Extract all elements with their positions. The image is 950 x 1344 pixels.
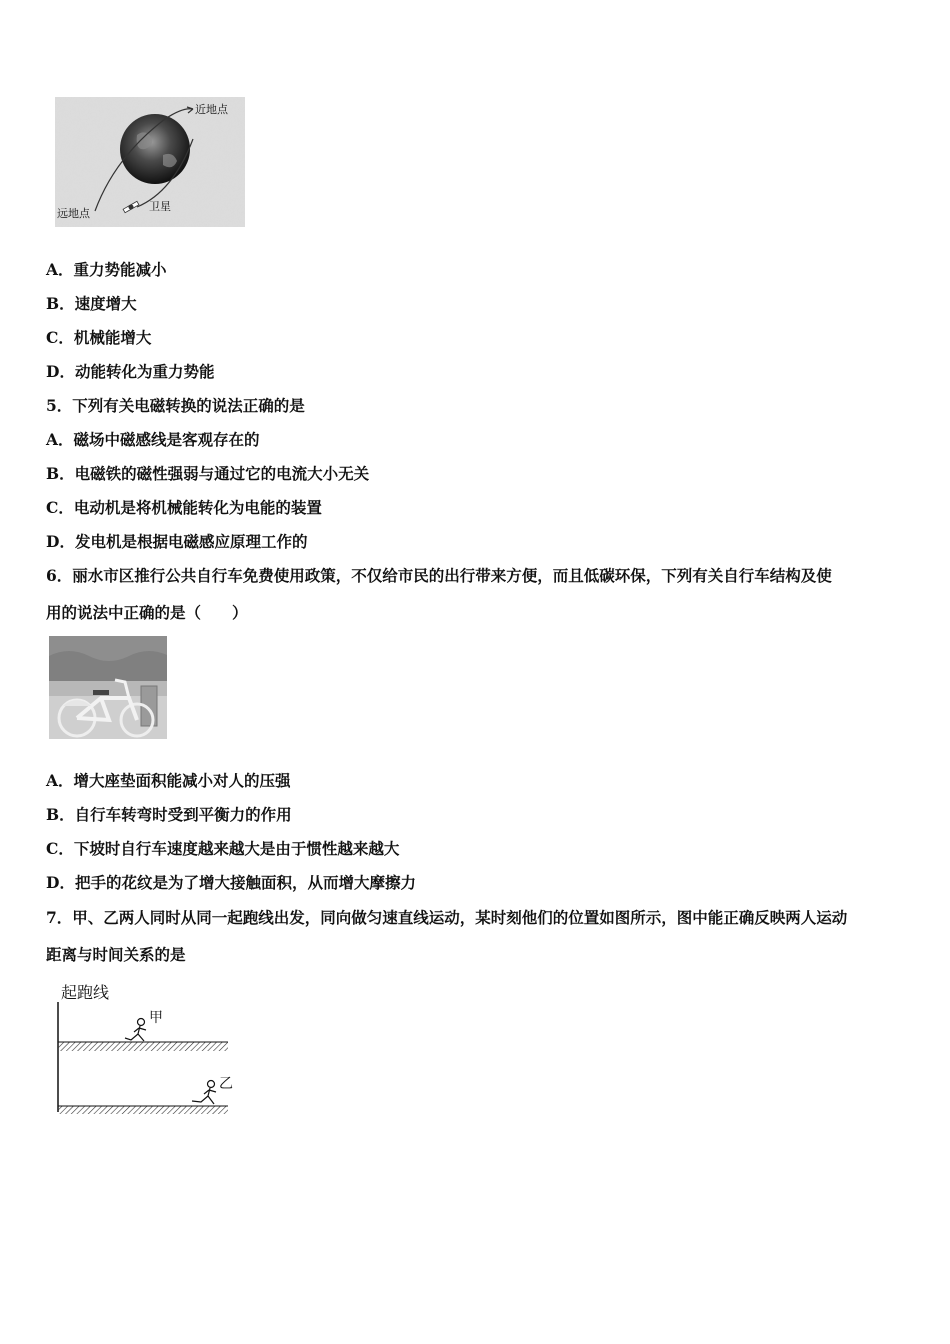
running-track-diagram: [52, 980, 242, 1120]
runner-jia-icon: [125, 1019, 146, 1042]
earth: [120, 114, 190, 184]
q6-option-d: D．把手的花纹是为了增大接触面积，从而增大摩擦力: [46, 873, 416, 892]
q4-option-d: D．动能转化为重力势能: [46, 362, 215, 381]
runner-yi-icon: [192, 1081, 216, 1105]
lane-2-ground: [58, 1106, 228, 1114]
q7-stem-line1: 7．甲、乙两人同时从同一起跑线出发，同向做匀速直线运动，某时刻他们的位置如图所示，图中能正确反映两人运动: [46, 908, 848, 927]
satellite-orbit-figure: [55, 97, 245, 227]
runner-yi-label: 乙: [219, 1076, 233, 1092]
q6-option-c: C．下坡时自行车速度越来越大是由于惯性越来越大: [46, 839, 400, 858]
bicycle-seat: [93, 690, 109, 695]
q5-option-c: C．电动机是将机械能转化为电能的装置: [46, 498, 322, 517]
perigee-label: 近地点: [195, 103, 228, 116]
q6-stem-line1: 6．丽水市区推行公共自行车免费使用政策，不仅给市民的出行带来方便，而且低碳环保，下列有关自行车结构及使: [46, 566, 832, 585]
start-line-label: 起跑线: [61, 983, 110, 1002]
running-track-figure: [52, 980, 242, 1120]
bicycle-illustration: [49, 636, 167, 739]
lane-1-ground: [58, 1042, 228, 1051]
q6-option-b: B．自行车转弯时受到平衡力的作用: [46, 805, 292, 824]
q6-option-a: A．增大座垫面积能减小对人的压强: [46, 771, 291, 790]
q5-option-b: B．电磁铁的磁性强弱与通过它的电流大小无关: [46, 464, 370, 483]
q5-option-a: A．磁场中磁感线是客观存在的: [46, 430, 260, 449]
satellite-label: 卫星: [149, 200, 171, 213]
q4-option-a: A．重力势能减小: [46, 260, 167, 279]
runner-jia-label: 甲: [149, 1010, 163, 1026]
apogee-label: 远地点: [57, 207, 90, 220]
q7-stem-line2: 距离与时间关系的是: [46, 945, 186, 964]
q5-stem: 5．下列有关电磁转换的说法正确的是: [46, 396, 305, 415]
q4-option-b: B．速度增大: [46, 294, 137, 313]
satellite-orbit-diagram: [55, 97, 245, 227]
bicycle-photo: [49, 636, 167, 739]
q6-stem-line2: 用的说法中正确的是（ ）: [46, 603, 248, 622]
q4-option-c: C．机械能增大: [46, 328, 152, 347]
q5-option-d: D．发电机是根据电磁感应原理工作的: [46, 532, 308, 551]
